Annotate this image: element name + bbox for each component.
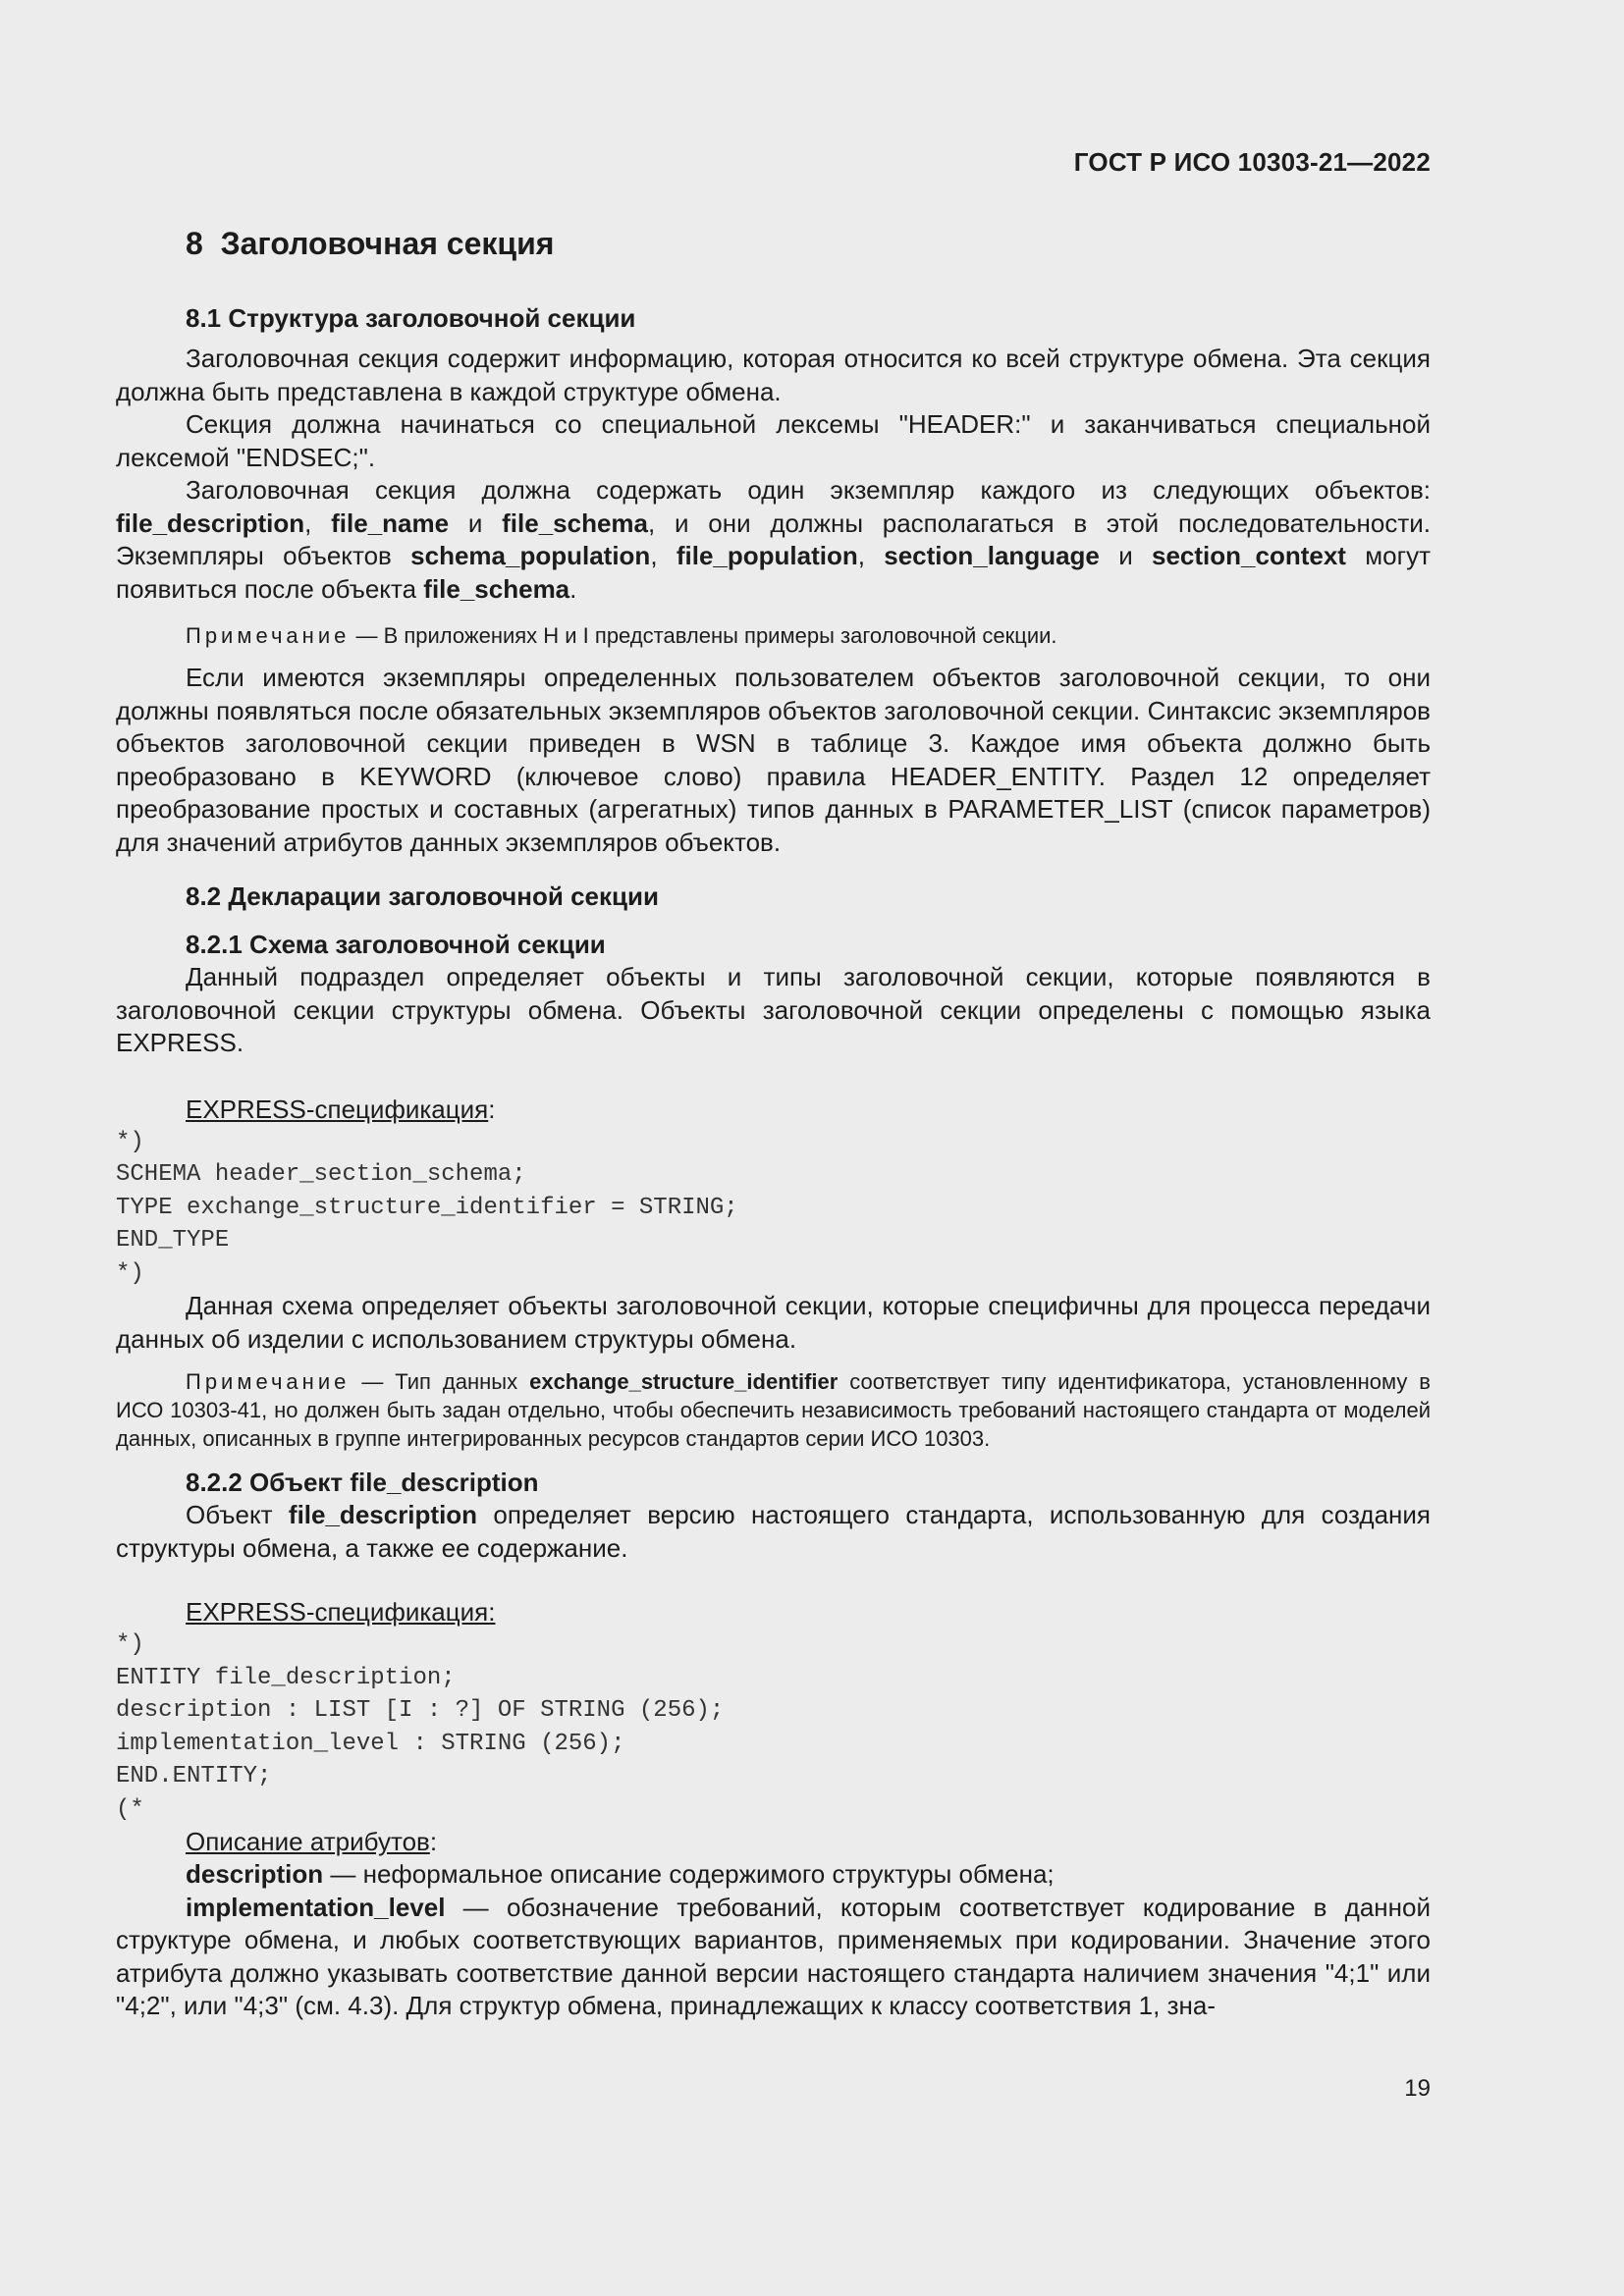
term: file_description xyxy=(116,507,305,538)
term: file_schema xyxy=(502,507,648,538)
paragraph: Если имеются экземпляры определенных пользователем объектов заголовочной секции, то они должны появляться после обязательных экземпляров объектов заголовочной секции. Синтаксис экземпляров объектов заголовочной секции приведен в WSN в таблице 3. Каждое имя объекта должно быть преобразовано в KEYWORD (ключевое слово) правила HEADER_ENTITY. Раздел 12 определяет преобразование простых и составных (агрегатных) типов данных в PARAMETER_LIST (список параметров) для значений атрибутов данных экземпляров объектов. xyxy=(116,663,1431,857)
section-8-2-heading: 8.2 Декларации заголовочной секции xyxy=(186,881,659,911)
paragraph: Секция должна начинаться со специальной лексемы "HEADER:" и заканчиваться специальной лексемой "ENDSEC;". xyxy=(116,409,1431,472)
note-label: Примечание xyxy=(186,1369,351,1394)
section-8-2-2-heading: 8.2.2 Объект file_description xyxy=(186,1468,539,1497)
express-spec-label: EXPRESS-спецификация: xyxy=(186,1597,496,1627)
code-block: *) ENTITY file_description; description : LIST [I : ?] OF STRING (256); implementation_level : STRING (256); END.ENTITY; (* xyxy=(116,1631,725,1823)
term: section_language xyxy=(884,541,1100,570)
term: file_schema xyxy=(423,573,570,604)
term: file_description xyxy=(288,1500,478,1529)
section-number: 8 xyxy=(186,226,203,261)
note: Примечание — Тип данных exchange_structure_identifier соответствует типу идентификатора, установленному в ИСО 10303-41, но должен быть задан отдельно, чтобы обеспечить независимость требований настоящего стандарта от моделей данных, описанных в группе интегрированных ресурсов стандартов серии ИСО 10303. xyxy=(116,1369,1431,1451)
section-8-heading xyxy=(186,224,1431,263)
paragraph: Заголовочная секция содержит информацию, которая относится ко всей структуре обмена. Эта секция должна быть представлена в каждой структуре обмена. xyxy=(116,344,1431,406)
attribute-description: implementation_level — обозначение требований, которым соответствует кодирование в данной структуре обмена, и любых соответствующих вариантов, применяемых при кодировании. Значение этого атрибута должно указывать соответствие данной версии настоящего стандарта наличием значения "4;1" или "4;2", или "4;3" (см. 4.3). Для структур обмена, принадлежащих к классу соответствия 1, зна- xyxy=(116,1892,1431,2020)
section-title: Заголовочная секция xyxy=(220,226,555,261)
section-8-2-1-heading: 8.2.1 Схема заголовочной секции xyxy=(186,930,606,959)
term: schema_population xyxy=(410,541,651,570)
term: section_context xyxy=(1152,541,1346,570)
paragraph: Данный подраздел определяет объекты и типы заголовочной секции, которые появляются в заголовочной секции структуры обмена. Объекты заголовочной секции определены с помощью языка EXPRESS. xyxy=(116,962,1431,1057)
code-block: *) SCHEMA header_section_schema; TYPE exchange_structure_identifier = STRING; END_TYPE *) xyxy=(116,1128,738,1287)
attribute-name: description xyxy=(186,1859,324,1889)
attributes-label: Описание атрибутов: xyxy=(186,1827,438,1856)
term: file_name xyxy=(331,507,450,538)
running-header: ГОСТ Р ИСО 10303-21—2022 xyxy=(1073,147,1431,177)
page-number: 19 xyxy=(1404,2075,1431,2102)
page-content xyxy=(116,220,1431,2023)
paragraph: Данная схема определяет объекты заголовочной секции, которые специфичны для процесса передачи данных об изделии с использованием структуры обмена. xyxy=(116,1291,1431,1354)
note: Примечание — В приложениях H и I представлены примеры заголовочной секции. xyxy=(186,623,1057,648)
note-label: Примечание xyxy=(186,623,351,648)
attribute-name: implementation_level xyxy=(186,1892,446,1922)
express-spec-label: EXPRESS-спецификация: xyxy=(186,1094,496,1124)
paragraph: Заголовочная секция должна содержать один экземпляр каждого из следующих объектов: file_description, file_name и file_schema, и они должны располагаться в этой последовательности. Экземпляры объектов schema_population, file_population, section_language и section_context могут появиться после объекта file_schema. xyxy=(116,475,1432,604)
section-8-1-heading: 8.1 Структура заголовочной секции xyxy=(186,303,636,333)
paragraph: Объект file_description определяет версию настоящего стандарта, использованную для создания структуры обмена, а также ее содержание. xyxy=(116,1500,1431,1563)
attribute-description: description — неформальное описание содержимого структуры обмена; xyxy=(186,1859,1055,1889)
term: file_population xyxy=(676,541,858,570)
term: exchange_structure_identifier xyxy=(529,1369,839,1394)
